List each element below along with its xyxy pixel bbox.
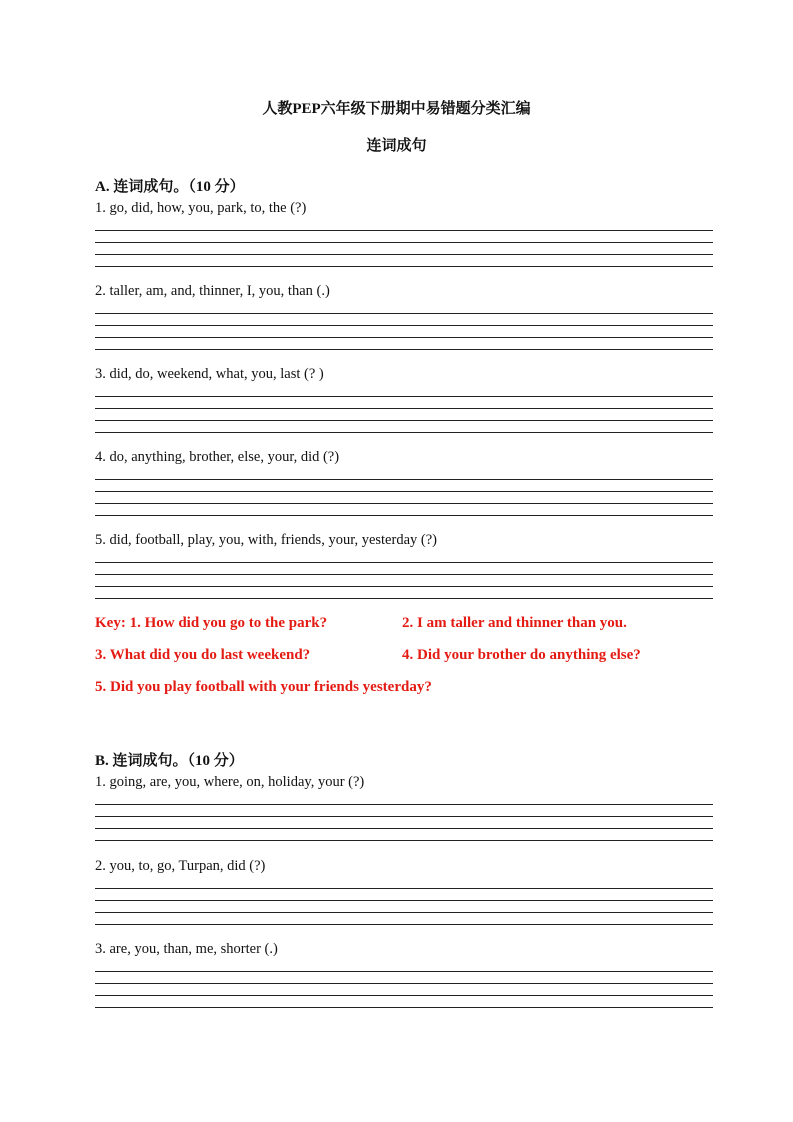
answer-line xyxy=(95,266,713,267)
section-a-question-5: 5. did, football, play, you, with, friends, your, yesterday (?) xyxy=(95,532,437,548)
answer-line xyxy=(95,491,713,492)
answer-line xyxy=(95,349,713,350)
answer-line xyxy=(95,420,713,421)
answer-line xyxy=(95,912,713,913)
answer-line xyxy=(95,503,713,504)
answer-line xyxy=(95,924,713,925)
section-a-question-2: 2. taller, am, and, thinner, I, you, than (.) xyxy=(95,283,330,299)
section-b-question-2: 2. you, to, go, Turpan, did (?) xyxy=(95,858,266,874)
section-b-heading: B. 连词成句。（10 分） xyxy=(95,753,244,769)
answer-key-3: 3. What did you do last weekend? xyxy=(95,647,311,663)
section-b-question-1: 1. going, are, you, where, on, holiday, your (?) xyxy=(95,774,365,790)
answer-line xyxy=(95,983,713,984)
answer-line xyxy=(95,337,713,338)
answer-line xyxy=(95,325,713,326)
document-title: 人教PEP六年级下册期中易错题分类汇编 xyxy=(262,101,531,117)
section-a-question-4: 4. do, anything, brother, else, your, did (?) xyxy=(95,449,340,465)
answer-line xyxy=(95,562,713,563)
answer-line xyxy=(95,313,713,314)
section-b-question-3: 3. are, you, than, me, shorter (.) xyxy=(95,941,278,957)
answer-line xyxy=(95,586,713,587)
answer-line xyxy=(95,995,713,996)
answer-key-5: 5. Did you play football with your friends yesterday? xyxy=(95,679,432,695)
answer-line xyxy=(95,888,713,889)
answer-line xyxy=(95,515,713,516)
answer-line xyxy=(95,598,713,599)
answer-line xyxy=(95,574,713,575)
answer-line xyxy=(95,1007,713,1008)
answer-line xyxy=(95,840,713,841)
section-a-question-1: 1. go, did, how, you, park, to, the (?) xyxy=(95,200,307,216)
answer-key-4: 4. Did your brother do anything else? xyxy=(402,647,641,663)
answer-line xyxy=(95,432,713,433)
answer-line xyxy=(95,971,713,972)
section-a-question-3: 3. did, do, weekend, what, you, last (? ) xyxy=(95,366,324,382)
answer-line xyxy=(95,479,713,480)
answer-line xyxy=(95,254,713,255)
answer-key-1: Key: 1. How did you go to the park? xyxy=(95,615,328,631)
answer-line xyxy=(95,804,713,805)
answer-line xyxy=(95,396,713,397)
document-subtitle: 连词成句 xyxy=(366,138,427,154)
answer-line xyxy=(95,230,713,231)
answer-line xyxy=(95,816,713,817)
answer-line xyxy=(95,828,713,829)
section-a-heading: A. 连词成句。（10 分） xyxy=(95,179,245,195)
answer-line xyxy=(95,900,713,901)
answer-line xyxy=(95,408,713,409)
answer-key-2: 2. I am taller and thinner than you. xyxy=(402,615,627,631)
answer-line xyxy=(95,242,713,243)
